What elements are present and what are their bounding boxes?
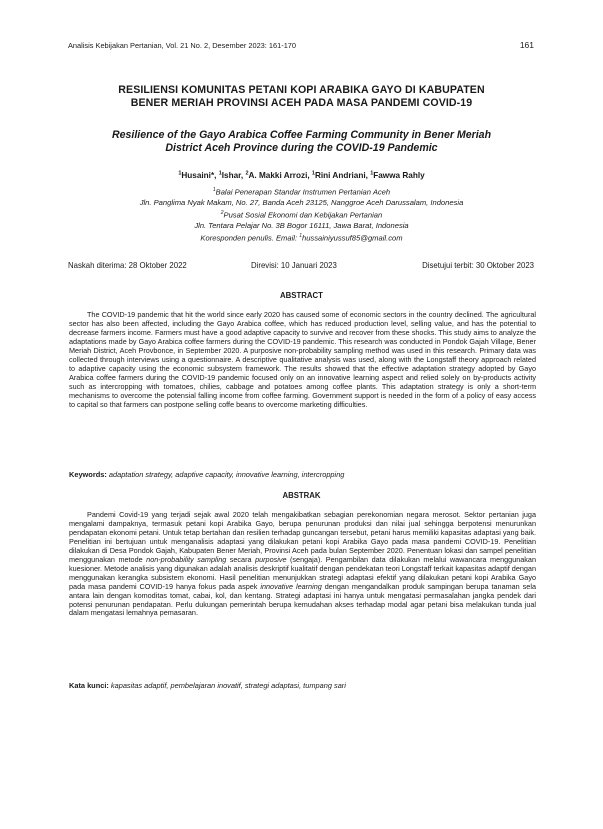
author [370, 171, 424, 180]
author-name: Husaini* [181, 170, 215, 180]
affiliation-1-institution [60, 185, 543, 198]
title-en-line-1: Resilience of the Gayo Arabica Coffee Farming Community in Bener Meriah [111, 129, 492, 141]
author-separator: , [214, 170, 219, 180]
title-indonesian [60, 84, 543, 110]
abstract-text: secara [226, 554, 256, 564]
author-separator: , [240, 170, 246, 180]
abstract-heading: ABSTRACT [280, 291, 323, 300]
abstract-english: The COVID-19 pandemic that hit the world since early 2020 has caused some of economic sectors in the country declined. The agricultural sector has also been affected, including the Gayo Arabica coffee, which has reduced production level, selling value, and has the potential to decrease farmers income. Farmers must have a good adaptive capacity to survive and recover from these shocks. This study aims to analyze the adaptations made by Gayo Arabica coffee farmers during the COVID-19 pandemic. This research was conducted in Pondok Gajah Village, Bener Meriah District, Aceh Provbonce, in September 2020. A purposive non-probability sampling method was used in this research. Primary data was collected through interviews using a questionnaire. A descriptive qualitative analysis was used, along with the Longstaff theory approach related to adaptive capacity using the economic subsystem framework. The results showed that the effective adaptation strategy adopted by Gayo Arabica coffee farmers during the COVID-19 pandemic focused only on an innovative learning aspect and relied solely on by-products activity such as intercropping with tomatoes, chilies, cabbage and potatoes among coffee plants. This adaptation strategy is only a short-term mechanisms to overcome the potensial falling income from coffee farming. Government support is needed in the form of a policy of easy access to capital so that farmers can postpone selling coffe beans to overcome marketing difficulties. [69, 310, 536, 409]
keywords-text: kapasitas adaptif, pembelajaran inovatif, strategi adaptasi, tumpang sari [110, 681, 346, 690]
affil-mark: 1 [299, 233, 302, 240]
author-affil-mark: 2 [245, 170, 249, 176]
affiliations [60, 185, 543, 244]
title-en-line-2: District Aceh Province during the COVID-19 Pandemic [165, 142, 438, 154]
author-name: Rini Andriani [314, 170, 366, 180]
affiliation-2-address: Jln. Tentara Pelajar No. 3B Bogor 16111, Jawa Barat, Indonesia [194, 220, 409, 230]
date-accepted: Disetujui terbit: 30 Oktober 2023 [422, 261, 534, 270]
title-english [60, 129, 543, 155]
author-affil-mark: 1 [311, 170, 315, 176]
abstract-emphasis: non-probability sampling [146, 554, 227, 564]
abstract-text: dengan mengandalkan produk sampingan berupa tanaman sela antara lain dengan komoditas tomat, cabai, kol, dan kentang. Strategi adaptasi ini hanya untuk mengatasi permasalahan jangka pendek dari potensi penurunan pendapatan. Perlu dukungan pemerintah berupa kemudahan akses terhadap modal agar petani bisa melakukan tunda jual dalam mengatasi lemahnya pemasaran. [69, 581, 536, 618]
author-affil-mark: 1 [370, 170, 374, 176]
abstrak-heading: ABSTRAK [282, 491, 321, 500]
correspondent-email: hussainiyussuf85@gmail.com [301, 233, 403, 243]
abstract-emphasis: purposive [255, 554, 287, 564]
author-list [60, 170, 543, 180]
date-received: Naskah diterima: 28 Oktober 2022 [68, 261, 187, 270]
page-number: 161 [519, 40, 534, 50]
keywords-label: Keywords: [69, 470, 107, 479]
author [245, 171, 311, 180]
affil-text: Pusat Sosial Ekonomi dan Kebijakan Pertanian [223, 210, 383, 220]
author-name: Ishar [221, 170, 241, 180]
abstract-indonesian [69, 511, 536, 618]
correspondent-label: Koresponden penulis. Email: [200, 233, 300, 243]
keywords-indonesian [69, 681, 536, 690]
running-head: Analisis Kebijakan Pertanian, Vol. 21 No. 2, Desember 2023: 161-170 [68, 41, 297, 50]
abstract-emphasis: innovative learning [260, 581, 322, 591]
author [312, 171, 370, 180]
corresponding-author [60, 231, 543, 244]
affil-text: Balai Penerapan Standar Instrumen Pertanian Aceh [215, 187, 391, 197]
author-separator: , [307, 170, 312, 180]
affiliation-1-address: Jln. Panglima Nyak Makam, No. 27, Banda Aceh 23125, Nanggroe Aceh Darussalam, Indonesia [139, 197, 464, 207]
author-affil-mark: 1 [218, 170, 222, 176]
abstract-text: (sengaja). Pengambilan data dilakukan melalui wawancara menggunakan kuesioner. Metode analisis yang digunakan adalah analisis deskriptif kualitatif dengan pendekatan teori Longstaff terkait kapasitas adaptif dengan menggunakan kerangka subsistem ekonomi. Hasil penelitian menunjukkan strategi adaptasi efektif yang dilakukan petani kopi Arabika Gayo pada masa pandemi COVID-19 hanya fokus pada aspek [69, 554, 536, 591]
affil-mark: 2 [220, 210, 224, 217]
affil-mark: 1 [212, 187, 216, 193]
author-separator: , [365, 170, 371, 180]
author [178, 171, 218, 180]
author-name: A. Makki Arrozi [248, 170, 308, 180]
abstract-text: Pandemi Covid-19 yang terjadi sejak awal 2020 telah mengakibatkan sebagian perekonomian negara merosot. Sektor pertanian juga mengalami dampaknya, termasuk petani kopi Arabika Gayo, berupa penurunan produksi dan nilai jual sehingga berpotensi menurunkan pendapatan ekonomi petani. Untuk tetap bertahan dan resilien terhadap guncangan tersebut, petani harus memiliki kapasitas adaptasi yang baik. Penelitian ini bertujuan untuk menganalisis adaptasi yang dilakukan petani kopi Arabika Gayo pada masa pandemi COVID-19. Penelitian dilakukan di Desa Pondok Gajah, Kabupaten Bener Meriah, Provinsi Aceh pada bulan September 2020. Penentuan lokasi dan sampel penelitian menggunakan metode [69, 510, 536, 564]
date-revised: Direvisi: 10 Januari 2023 [251, 261, 337, 270]
title-id-line-1: RESILIENSI KOMUNITAS PETANI KOPI ARABIKA GAYO DI KABUPATEN [118, 84, 485, 96]
keywords-text: adaptation strategy, adaptive capacity, innovative learning, intercropping [108, 470, 345, 479]
author [218, 170, 249, 180]
title-id-line-2: BENER MERIAH PROVINSI ACEH PADA MASA PANDEMI COVID-19 [130, 97, 473, 109]
keywords-english [69, 470, 536, 479]
author-affil-mark: 1 [178, 170, 182, 176]
affiliation-2-institution [60, 208, 543, 221]
author-name: Fawwa Rahly [373, 170, 425, 180]
keywords-label: Kata kunci: [69, 681, 109, 690]
